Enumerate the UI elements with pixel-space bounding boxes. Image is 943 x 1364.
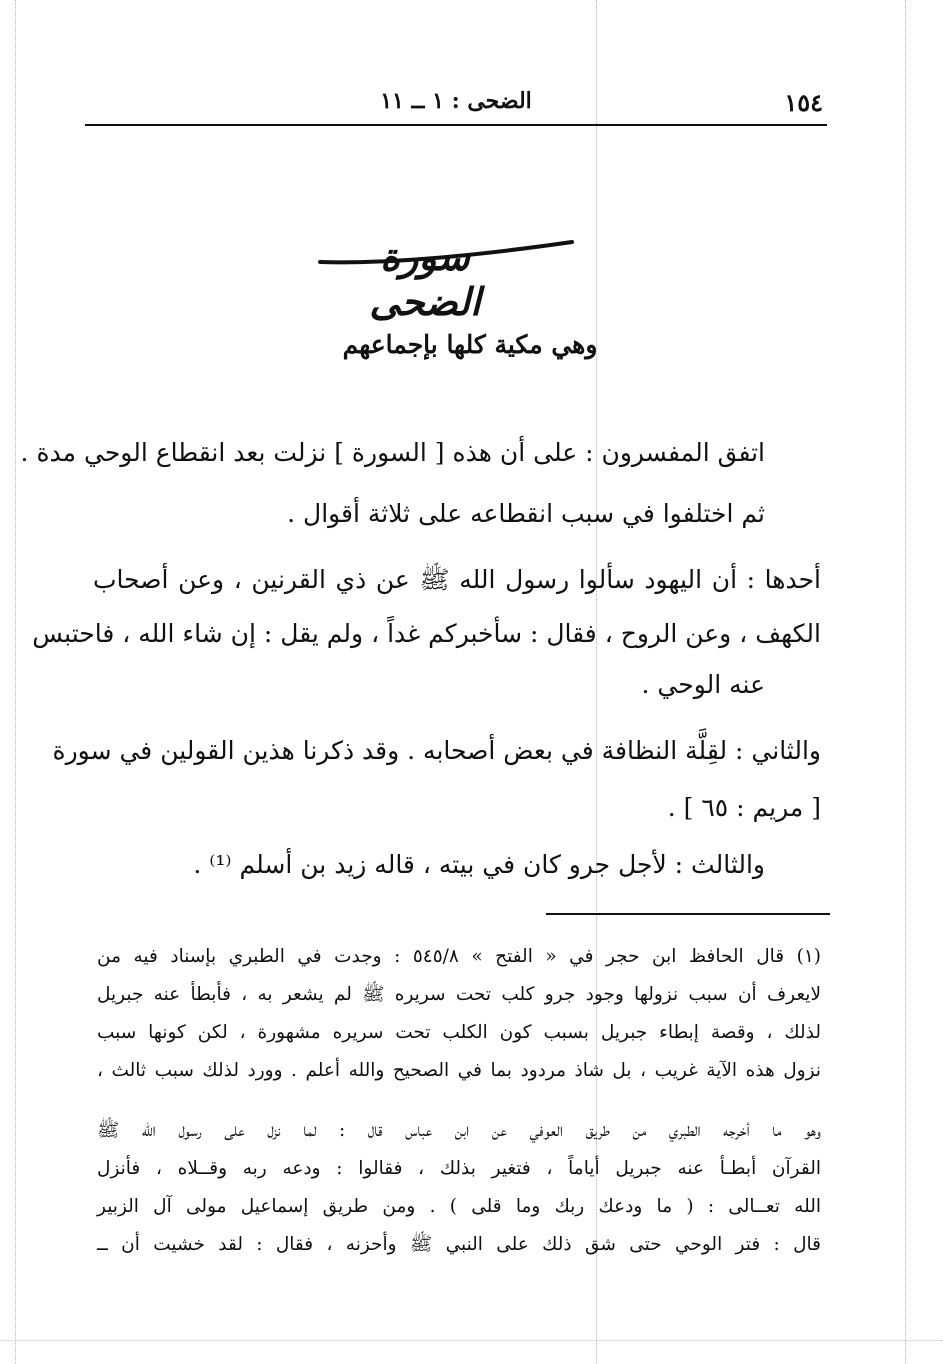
page-number: ١٥٤ <box>784 88 823 117</box>
footnote-line: نزول هذه الآية غريب ، بل شاذ مردود بما في الصحيح والله أعلم . وورد لذلك سبب ثالث ، <box>97 1060 821 1081</box>
footnote-line: لذلك ، وقصة إبطاء جبريل بسبب كون الكلب تحت سريره مشهورة ، لكن كونها سبب <box>97 1022 822 1043</box>
body-line: أحدها : أن اليهود سألوا رسول الله ﷺ عن ذي القرنين ، وعن أصحاب <box>93 565 821 594</box>
scan-guide-line <box>0 1340 943 1341</box>
scan-guide-line <box>15 0 16 1364</box>
body-line: والثالث : لأجل جرو كان في بيته ، قاله زيد بن أسلم ⁽¹⁾ . <box>193 850 765 879</box>
body-line: ثم اختلفوا في سبب انقطاعه على ثلاثة أقوال . <box>287 499 765 528</box>
surah-title: سورة الضحى <box>369 234 481 324</box>
footnote-line: (١) قال الحافظ ابن حجر في « الفتح » ٥٤٥/٨ : وجدت في الطبري بإسناد فيه من <box>97 946 821 967</box>
body-line: [ مريم : ٦٥ ] . <box>667 793 821 822</box>
footnote-line: القرآن أبطـأ عنه جبريل أياماً ، فتغير بذلك ، فقالوا : ودعه ربه وقــلاه ، فأنزل <box>97 1158 821 1179</box>
scan-guide-line <box>905 0 906 1364</box>
footnote-rule <box>546 913 830 915</box>
body-line: الكهف ، وعن الروح ، فقال : سأخبركم غداً ، ولم يقل : إن شاء الله ، فاحتبس <box>32 619 821 648</box>
footnote-line: وهو ما أخرجه الطبري من طريق العوفي عن ابن عباس قال : لما نزل على رسول الله ﷺ <box>97 1120 821 1141</box>
header-rule <box>85 124 827 126</box>
body-line: اتفق المفسرون : على أن هذه [ السورة ] نزلت بعد انقطاع الوحي مدة . <box>20 438 765 467</box>
footnote-line: الله تعــالى : ( ما ودعك ربك وما قلى ) . ومن طريق إسماعيل مولى آل الزبير <box>97 1196 821 1217</box>
body-line: عنه الوحي . <box>641 670 765 699</box>
running-title: الضحى : ١ ــ ١١ <box>380 88 532 114</box>
body-line: والثاني : لقِلَّة النظافة في بعض أصحابه . وقد ذكرنا هذين القولين في سورة <box>52 736 821 765</box>
page-header <box>85 88 827 122</box>
footnote-line: قال : فتر الوحي حتى شق ذلك على النبي ﷺ وأحزنه ، فقال : لقد خشيت أن ــ <box>97 1234 821 1255</box>
surah-title-calligraphy <box>290 228 590 324</box>
footnote-line: لايعرف أن سبب نزولها وجود جرو كلب تحت سريره ﷺ لم يشعر به ، فأبطأ عنه جبريل <box>97 984 821 1005</box>
surah-subtitle: وهي مكية كلها بإجماعهم <box>342 330 598 359</box>
